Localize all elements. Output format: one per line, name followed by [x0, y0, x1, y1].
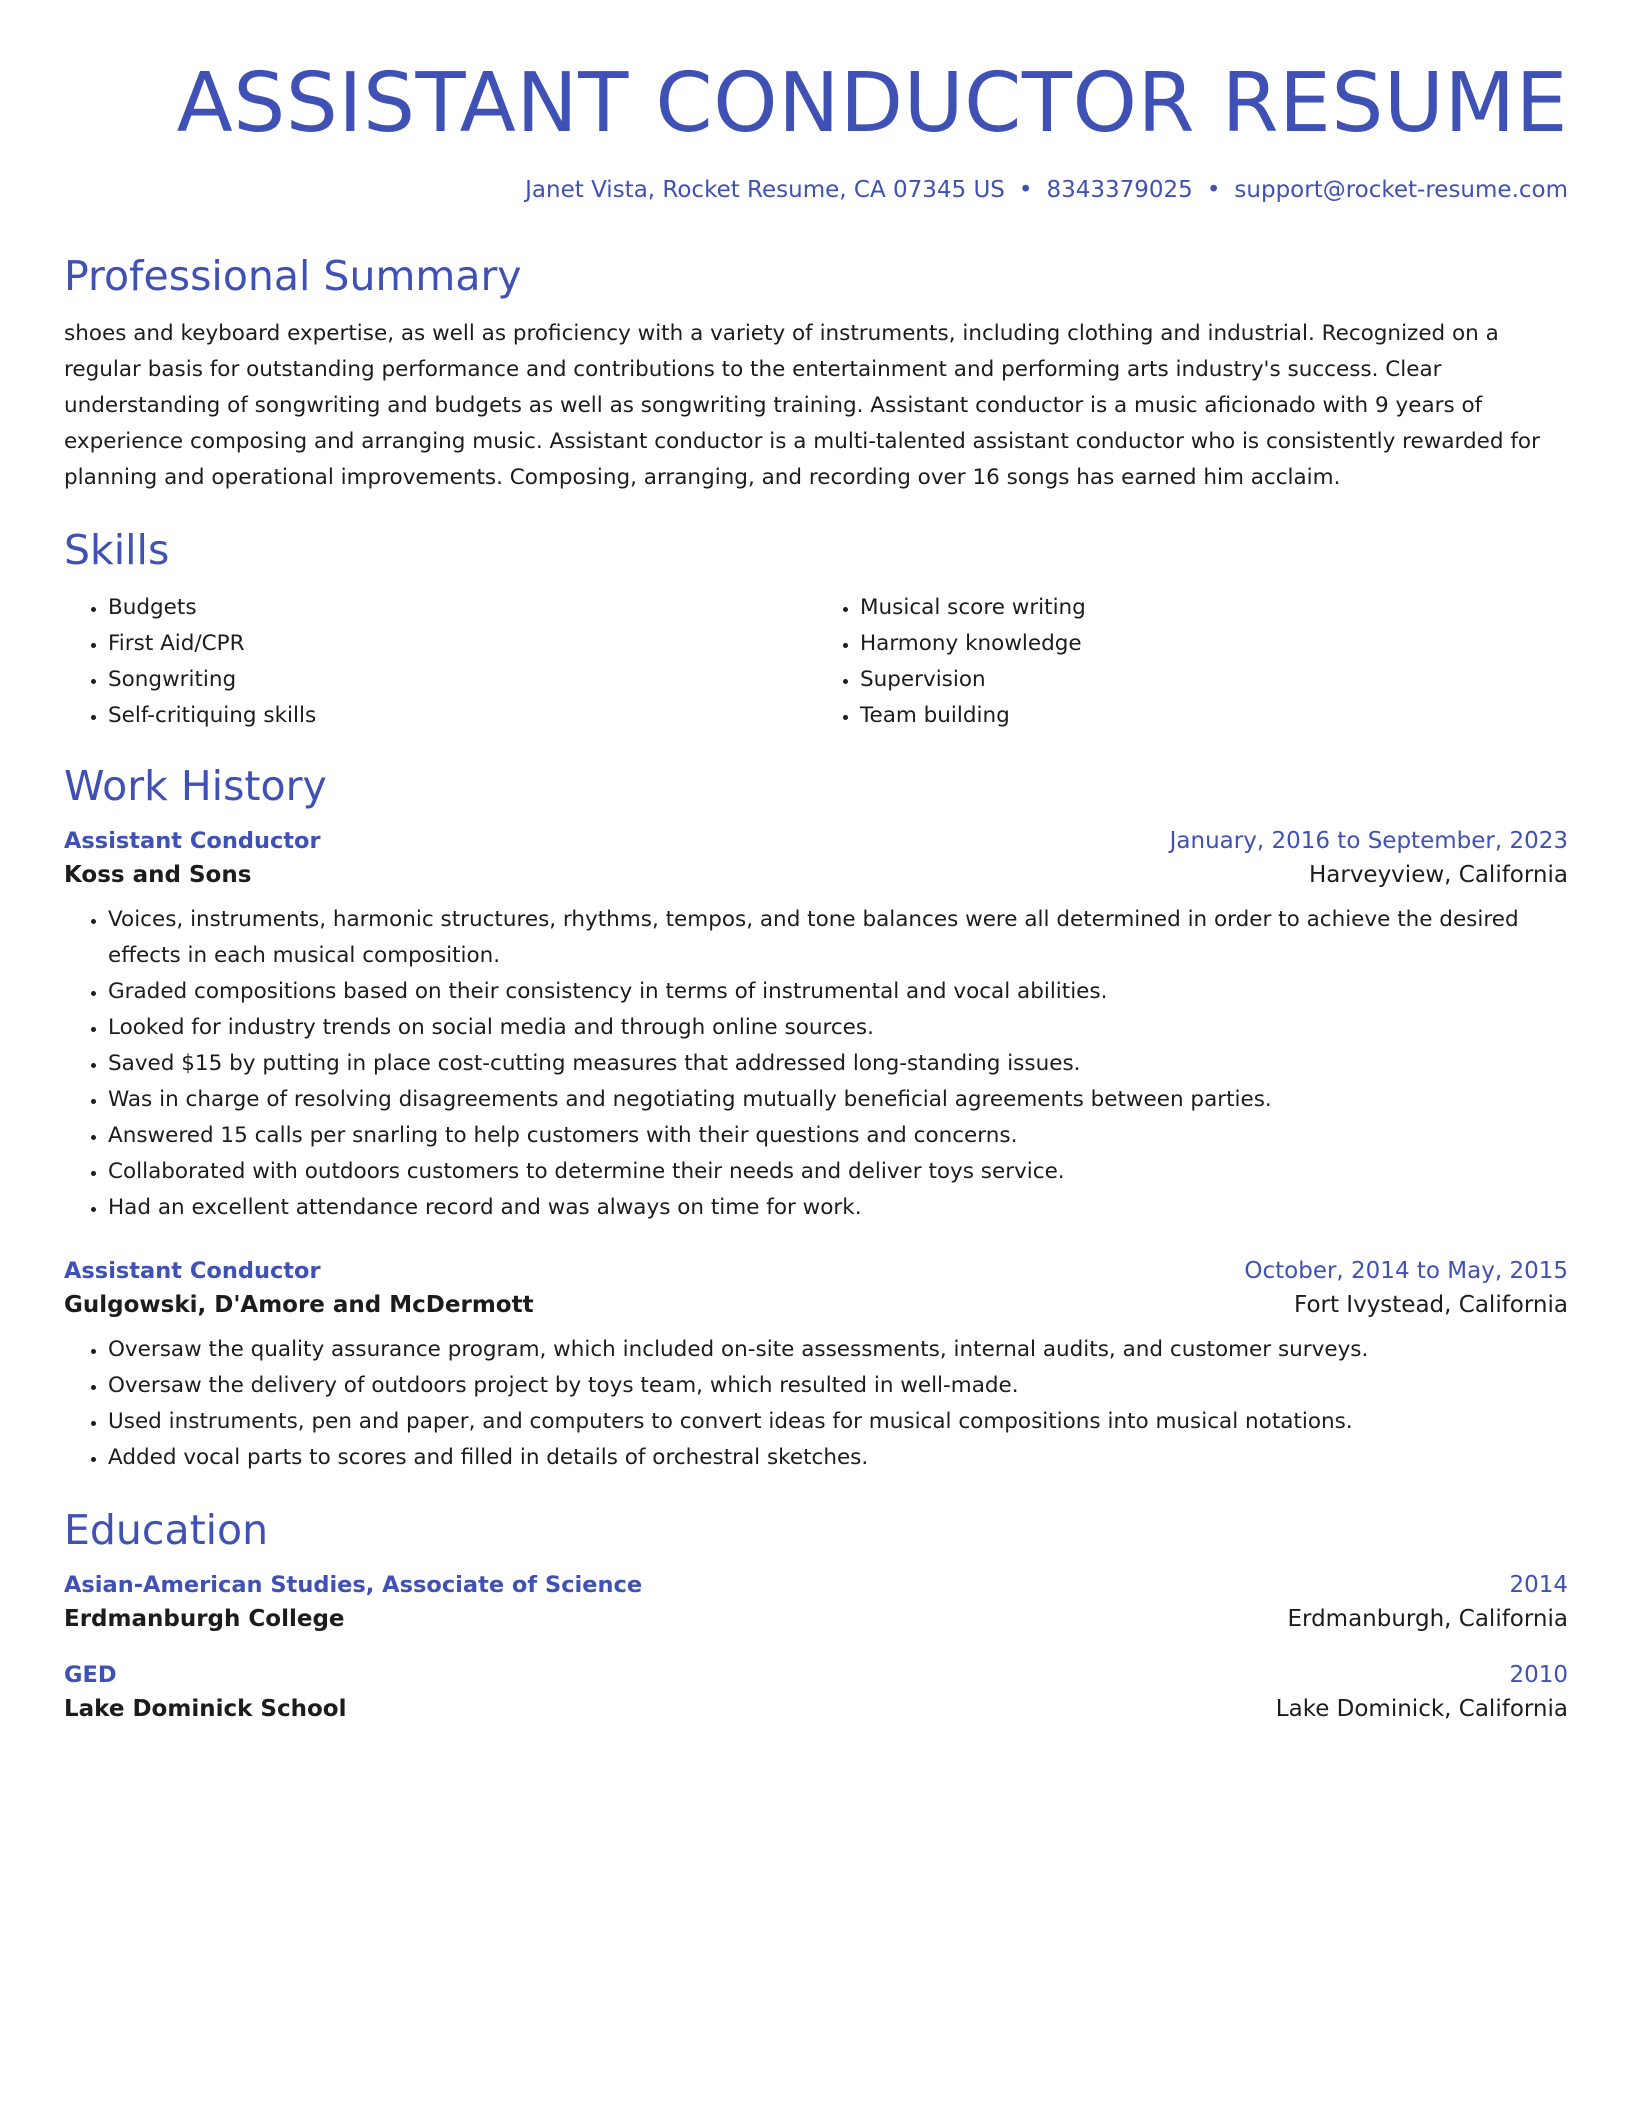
contact-address: Janet Vista, Rocket Resume, CA 07345 US	[525, 177, 1005, 203]
skills-column-left	[64, 590, 816, 734]
job-bullet: • Voices, instruments, harmonic structures, rhythms, tempos, and tone balances were all determined in order to achieve the desired effects in each musical composition.	[108, 902, 1568, 974]
skills-list	[64, 590, 1568, 734]
contact-phone: 8343379025	[1046, 177, 1193, 203]
skill-item: • Songwriting	[108, 662, 816, 698]
job-bullet: • Answered 15 calls per snarling to help customers with their questions and concerns.	[108, 1118, 1568, 1154]
job-entry	[64, 828, 1568, 1226]
education-heading: Education	[64, 1506, 269, 1554]
skill-item: • Team building	[860, 698, 1568, 734]
education-location: Erdmanburgh, California	[1287, 1606, 1568, 1632]
job-dates: October, 2014 to May, 2015	[1244, 1258, 1568, 1284]
skill-item: • Budgets	[108, 590, 816, 626]
summary-section	[64, 248, 1568, 496]
skills-section	[64, 522, 1568, 734]
education-entry	[64, 1662, 1568, 1722]
skill-item: • Supervision	[860, 662, 1568, 698]
job-company: Gulgowski, D'Amore and McDermott	[64, 1292, 534, 1318]
job-title: Assistant Conductor	[64, 1258, 321, 1284]
education-school: Lake Dominick School	[64, 1696, 347, 1722]
skills-heading: Skills	[64, 526, 170, 574]
job-bullet: • Used instruments, pen and paper, and computers to convert ideas for musical compositions into musical notations.	[108, 1404, 1568, 1440]
education-school: Erdmanburgh College	[64, 1606, 345, 1632]
job-bullet: • Added vocal parts to scores and filled in details of orchestral sketches.	[108, 1440, 1568, 1476]
education-year: 2010	[1509, 1662, 1568, 1688]
skills-column-right	[816, 590, 1568, 734]
job-bullet: • Graded compositions based on their consistency in terms of instrumental and vocal abilities.	[108, 974, 1568, 1010]
contact-separator: •	[1018, 177, 1033, 203]
education-entry	[64, 1572, 1568, 1632]
skill-item: • Musical score writing	[860, 590, 1568, 626]
education-section	[64, 1502, 1568, 1722]
job-bullet: • Was in charge of resolving disagreements and negotiating mutually beneficial agreements between parties.	[108, 1082, 1568, 1118]
job-company: Koss and Sons	[64, 862, 252, 888]
skill-item: • Self-critiquing skills	[108, 698, 816, 734]
skill-item: • Harmony knowledge	[860, 626, 1568, 662]
job-bullet: • Collaborated with outdoors customers to determine their needs and deliver toys service.	[108, 1154, 1568, 1190]
contact-line	[64, 174, 1568, 206]
education-location: Lake Dominick, California	[1275, 1696, 1568, 1722]
job-bullet: • Oversaw the delivery of outdoors project by toys team, which resulted in well-made.	[108, 1368, 1568, 1404]
job-title: Assistant Conductor	[64, 828, 321, 854]
work-history-heading: Work History	[64, 762, 327, 810]
education-degree: GED	[64, 1662, 117, 1688]
summary-text: shoes and keyboard expertise, as well as proficiency with a variety of instruments, including clothing and industrial. Recognized on a regular basis for outstanding performance and contributions to the entertainment and performing arts industry's success. Clear understanding of songwriting and budgets as well as songwriting training. Assistant conductor is a music aficionado with 9 years of experience composing and arranging music. Assistant conductor is a multi-talented assistant conductor who is consistently rewarded for planning and operational improvements. Composing, arranging, and recording over 16 songs has earned him acclaim.	[64, 321, 1540, 490]
job-bullets	[64, 1332, 1568, 1476]
job-bullet: • Oversaw the quality assurance program, which included on-site assessments, internal audits, and customer surveys.	[108, 1332, 1568, 1368]
job-location: Harveyview, California	[1308, 862, 1568, 888]
job-location: Fort Ivystead, California	[1294, 1292, 1568, 1318]
resume-title: ASSISTANT CONDUCTOR RESUME	[176, 56, 1568, 151]
work-history-section	[64, 758, 1568, 1476]
job-dates: January, 2016 to September, 2023	[1169, 828, 1568, 854]
summary-heading: Professional Summary	[64, 252, 522, 300]
job-entry	[64, 1258, 1568, 1476]
job-bullet: • Looked for industry trends on social media and through online sources.	[108, 1010, 1568, 1046]
job-bullets	[64, 902, 1568, 1226]
job-bullet: • Had an excellent attendance record and was always on time for work.	[108, 1190, 1568, 1226]
contact-separator: •	[1206, 177, 1221, 203]
education-degree: Asian-American Studies, Associate of Science	[64, 1572, 643, 1598]
skill-item: • First Aid/CPR	[108, 626, 816, 662]
job-bullet: • Saved $15 by putting in place cost-cutting measures that addressed long-standing issues.	[108, 1046, 1568, 1082]
contact-email[interactable]: support@rocket-resume.com	[1234, 177, 1568, 203]
education-year: 2014	[1509, 1572, 1568, 1598]
